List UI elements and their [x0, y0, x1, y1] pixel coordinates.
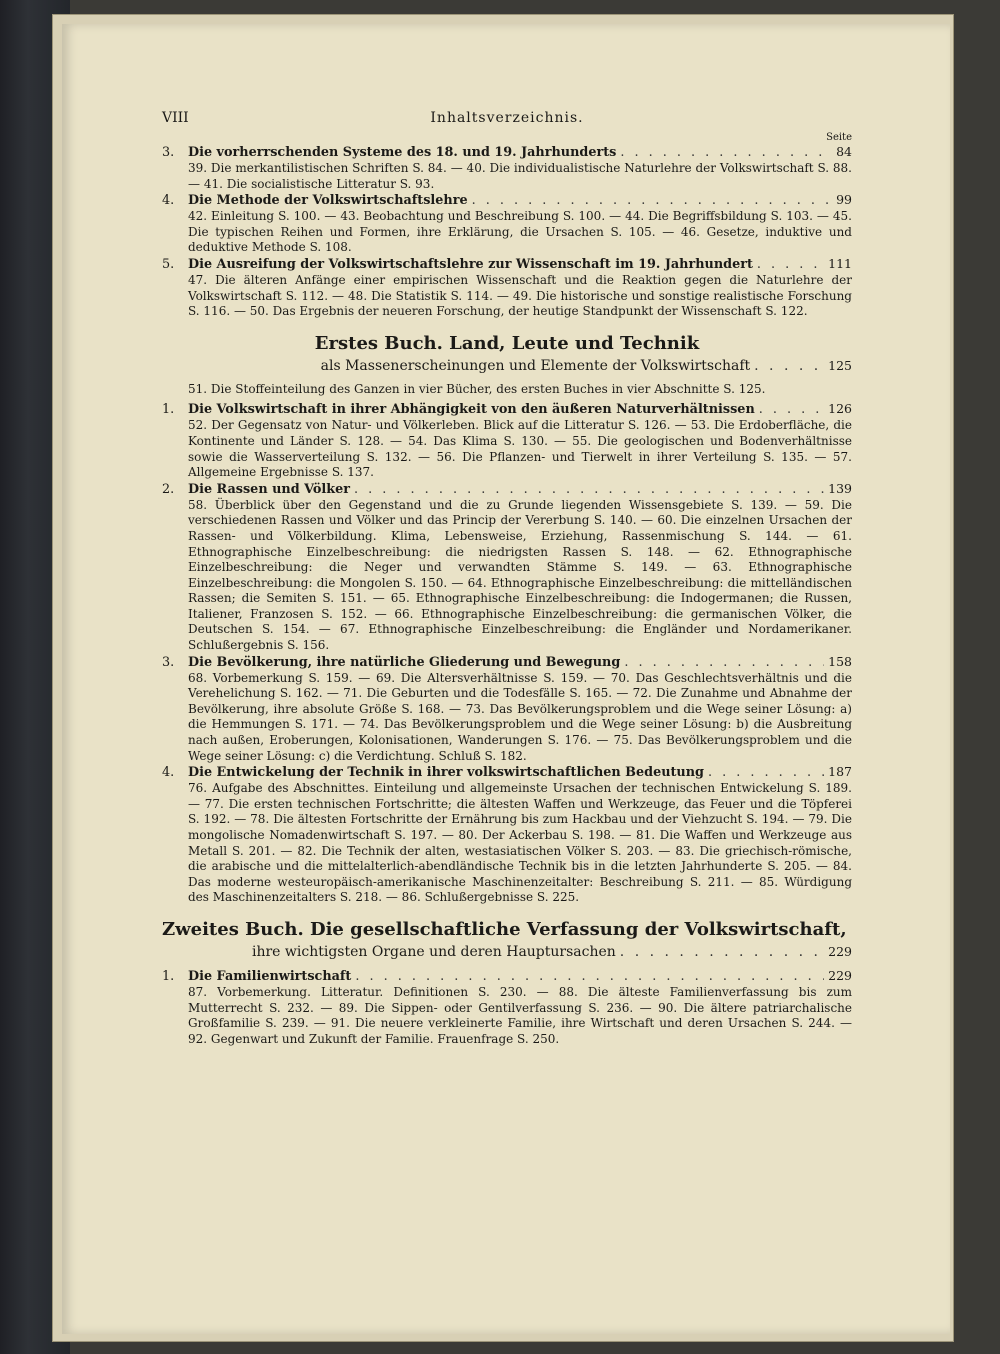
toc-entry-line	[162, 968, 852, 985]
toc-entry-number: 2.	[162, 481, 175, 497]
toc-entry-title: Die Ausreifung der Volkswirtschaftslehre zur Wissenschaft im 19. Jahrhundert	[188, 256, 753, 272]
toc-entry-title: Die vorherrschenden Systeme des 18. und 19. Jahrhunderts	[188, 145, 617, 160]
leader-dots	[472, 193, 832, 209]
leader-dots	[708, 765, 824, 781]
leader-dots	[620, 942, 824, 962]
toc-entry-line	[162, 654, 852, 671]
toc-entry-title: Die Methode der Volkswirtschaftslehre	[188, 193, 468, 209]
seite-label: Seite	[826, 132, 852, 143]
toc-entry-number: 3.	[162, 145, 175, 160]
toc-entry	[162, 654, 852, 765]
book-one-title: Erstes Buch. Land, Leute und Technik	[314, 332, 700, 354]
toc-entry	[162, 144, 852, 192]
leader-dots	[354, 482, 824, 498]
toc-entry-line	[162, 144, 852, 161]
toc-content	[162, 110, 852, 1047]
toc-entry	[162, 968, 852, 1047]
toc-entry-page: 139	[828, 480, 852, 496]
toc-entry-title: Die Rassen und Völker	[188, 481, 350, 497]
toc-entry	[162, 481, 852, 654]
book-two-entries	[162, 968, 852, 1047]
toc-entry-line	[162, 481, 852, 498]
toc-entry-number: 5.	[162, 256, 175, 272]
book-two-page: 229	[828, 943, 852, 959]
book-one-entries	[162, 401, 852, 906]
toc-entry-subsections: 87. Vorbemerkung. Litteratur. Definitionen S. 230. — 88. Die älteste Familienverfassung bis zum Mutterrecht S. 232. — 89. Die Sippen- oder Gentilverfassung S. 236. — 90. Die ältere patriarchalische Großfamilie S. 239. — 91. Die neuere verkleinerte Familie, ihre Wirtschaft und deren Ursachen S. 244. — 92. Gegenwart und Zukunft der Familie. Frauenfrage S. 250.	[188, 984, 852, 1046]
book-two-subtitle: ihre wichtigsten Organe und deren Hauptursachen	[252, 943, 616, 960]
toc-entry-title: Die Volkswirtschaft in ihrer Abhängigkeit von den äußeren Naturverhältnissen	[188, 402, 755, 418]
book-one-subtitle-line	[162, 356, 852, 376]
leader-dots	[757, 257, 824, 273]
toc-entry-number: 1.	[162, 402, 175, 418]
toc-entry	[162, 256, 852, 320]
leader-dots	[355, 969, 824, 985]
book-one-intro: 51. Die Stoffeinteilung des Ganzen in vier Bücher, des ersten Buches in vier Abschnitte S. 125.	[188, 381, 766, 396]
toc-entry-subsections: 39. Die merkantilistischen Schriften S. 84. — 40. Die individualistische Naturlehre der Volkswirtschaft S. 88. — 41. Die socialistische Litteratur S. 93.	[188, 161, 852, 191]
leader-dots	[620, 145, 832, 161]
toc-entry-page: 187	[828, 764, 852, 780]
leader-dots	[759, 402, 824, 418]
book-one-heading	[162, 332, 852, 376]
book-one-subtitle: als Massenerscheinungen und Elemente der Volkswirtschaft	[320, 357, 751, 374]
toc-entry-page: 158	[828, 653, 852, 669]
leader-dots	[754, 356, 824, 376]
toc-entry-subsections: 58. Überblick über den Gegenstand und die zu Grunde liegenden Wissensgebiete S. 139. — 59. Die verschiedenen Rassen und Völker und das Princip der Vererbung S. 140. — 60. Die einzelnen Ursachen der Rassen- und Völkerbildung. Klima, Lebensweise, Erziehung, Rassenmischung S. 144. — 61. Ethnographische Einzelbeschreibung: die niedrigsten Rassen S. 148. — 62. Ethnographische Einzelbeschreibung: die Neger und verwandten Stämme S. 149. — 63. Ethnographische Einzelbeschreibung: die Mongolen S. 150. — 64. Ethnographische Einzelbeschreibung: die mittelländischen Rassen; die Semiten S. 151. — 65. Ethnographische Einzelbeschreibung: die Indogermanen; die Russen, Italiener, Franzosen S. 152. — 66. Ethnographische Einzelbeschreibung: die germanischen Völker, die Deutschen S. 154. — 67. Ethnographische Einzelbeschreibung: die Engländer und Nordamerikaner. Schlußergebnis S. 156.	[188, 497, 852, 653]
toc-entry-title: Die Entwickelung der Technik in ihrer volkswirtschaftlichen Bedeutung	[188, 765, 704, 781]
toc-entry-title: Die Familienwirtschaft	[188, 968, 352, 984]
book-two-subtitle-line	[162, 942, 852, 962]
page-number: VIII	[162, 110, 189, 126]
toc-entry	[162, 401, 852, 480]
toc-entry-number: 3.	[162, 654, 175, 670]
book-two-heading	[162, 918, 852, 962]
toc-entry-page: 84	[836, 144, 852, 159]
toc-entry-number: 1.	[162, 968, 175, 984]
running-header	[162, 110, 852, 132]
toc-entry-line	[162, 764, 852, 781]
toc-entry-page: 99	[836, 192, 852, 208]
toc-entry-subsections: 76. Aufgabe des Abschnittes. Einteilung und allgemeinste Ursachen der technischen Entwickelung S. 189. — 77. Die ersten technischen Fortschritte; die ältesten Waffen und Werkzeuge, das Feuer und die Töpferei S. 192. — 78. Die ältesten Fortschritte der Ernährung bis zum Hackbau und der Viehzucht S. 194. — 79. Die mongolische Nomadenwirtschaft S. 197. — 80. Der Ackerbau S. 198. — 81. Die Waffen und Werkzeuge aus Metall S. 201. — 82. Die Technik der alten, westasiatischen Völker S. 203. — 83. Die griechisch-römische, die arabische und die mittelalterlich-abendländische Technik bis in die letzten Jahrhunderte S. 205. — 84. Das moderne westeuropäisch-amerikanische Maschinenzeitalter: Beschreibung S. 211. — 85. Würdigung des Maschinenzeitalters S. 218. — 86. Schlußergebnisse S. 225.	[188, 781, 852, 905]
toc-entry-number: 4.	[162, 765, 175, 781]
toc-entry-line	[162, 256, 852, 273]
book-two-title: Zweites Buch. Die gesellschaftliche Verfassung der Volkswirtschaft,	[162, 918, 847, 940]
toc-entry-page: 111	[828, 255, 852, 271]
toc-entry-title: Die Bevölkerung, ihre natürliche Gliederung und Bewegung	[188, 654, 621, 670]
toc-entry-subsections: 47. Die älteren Anfänge einer empirischen Wissenschaft und die Reaktion gegen die Naturlehre der Volkswirtschaft S. 112. — 48. Die Statistik S. 114. — 49. Die historische und sonstige realistische Forschung S. 116. — 50. Das Ergebnis der neueren Forschung, der heutige Standpunkt der Wissenschaft S. 122.	[188, 272, 852, 319]
toc-entry-page: 126	[828, 401, 852, 417]
running-title: Inhaltsverzeichnis.	[430, 110, 584, 126]
toc-entry	[162, 764, 852, 906]
toc-entry-subsections: 68. Vorbemerkung S. 159. — 69. Die Altersverhältnisse S. 159. — 70. Das Geschlechtsverhältnis und die Verehelichung S. 162. — 71. Die Geburten und die Todesfälle S. 165. — 72. Die Zunahme und Abnahme der Bevölkerung, ihre absolute Größe S. 168. — 73. Das Bevölkerungsproblem und die Wege seiner Lösung: a) die Hemmungen S. 171. — 74. Das Bevölkerungsproblem und die Wege seiner Lösung: b) die Ausbreitung nach außen, Eroberungen, Kolonisationen, Wanderungen S. 176. — 75. Das Bevölkerungsproblem und die Wege seiner Lösung: c) die Verdichtung. Schluß S. 182.	[188, 670, 852, 763]
toc-entry-line	[162, 192, 852, 209]
toc-entry	[162, 192, 852, 256]
toc-entry-page: 229	[828, 967, 852, 983]
toc-entry-subsections: 52. Der Gegensatz von Natur- und Völkerleben. Blick auf die Litteratur S. 126. — 53. Die Erdoberfläche, die Kontinente und Länder S. 128. — 54. Das Klima S. 130. — 55. Die geologischen und Bodenverhältnisse sowie die Wasserverteilung S. 132. — 56. Die Pflanzen- und Tierwelt in ihrer Verteilung S. 135. — 57. Allgemeine Ergebnisse S. 137.	[188, 418, 852, 480]
toc-entry-line	[162, 401, 852, 418]
book-one-page: 125	[828, 357, 852, 373]
toc-entry-subsections: 42. Einleitung S. 100. — 43. Beobachtung und Beschreibung S. 100. — 44. Die Begriffsbildung S. 103. — 45. Die typischen Reihen und Formen, ihre Erklärung, die Ursachen S. 105. — 46. Gesetze, induktive und deduktive Methode S. 108.	[188, 209, 852, 255]
leader-dots	[624, 655, 824, 671]
section-entries	[162, 144, 852, 320]
toc-entry-number: 4.	[162, 193, 175, 209]
